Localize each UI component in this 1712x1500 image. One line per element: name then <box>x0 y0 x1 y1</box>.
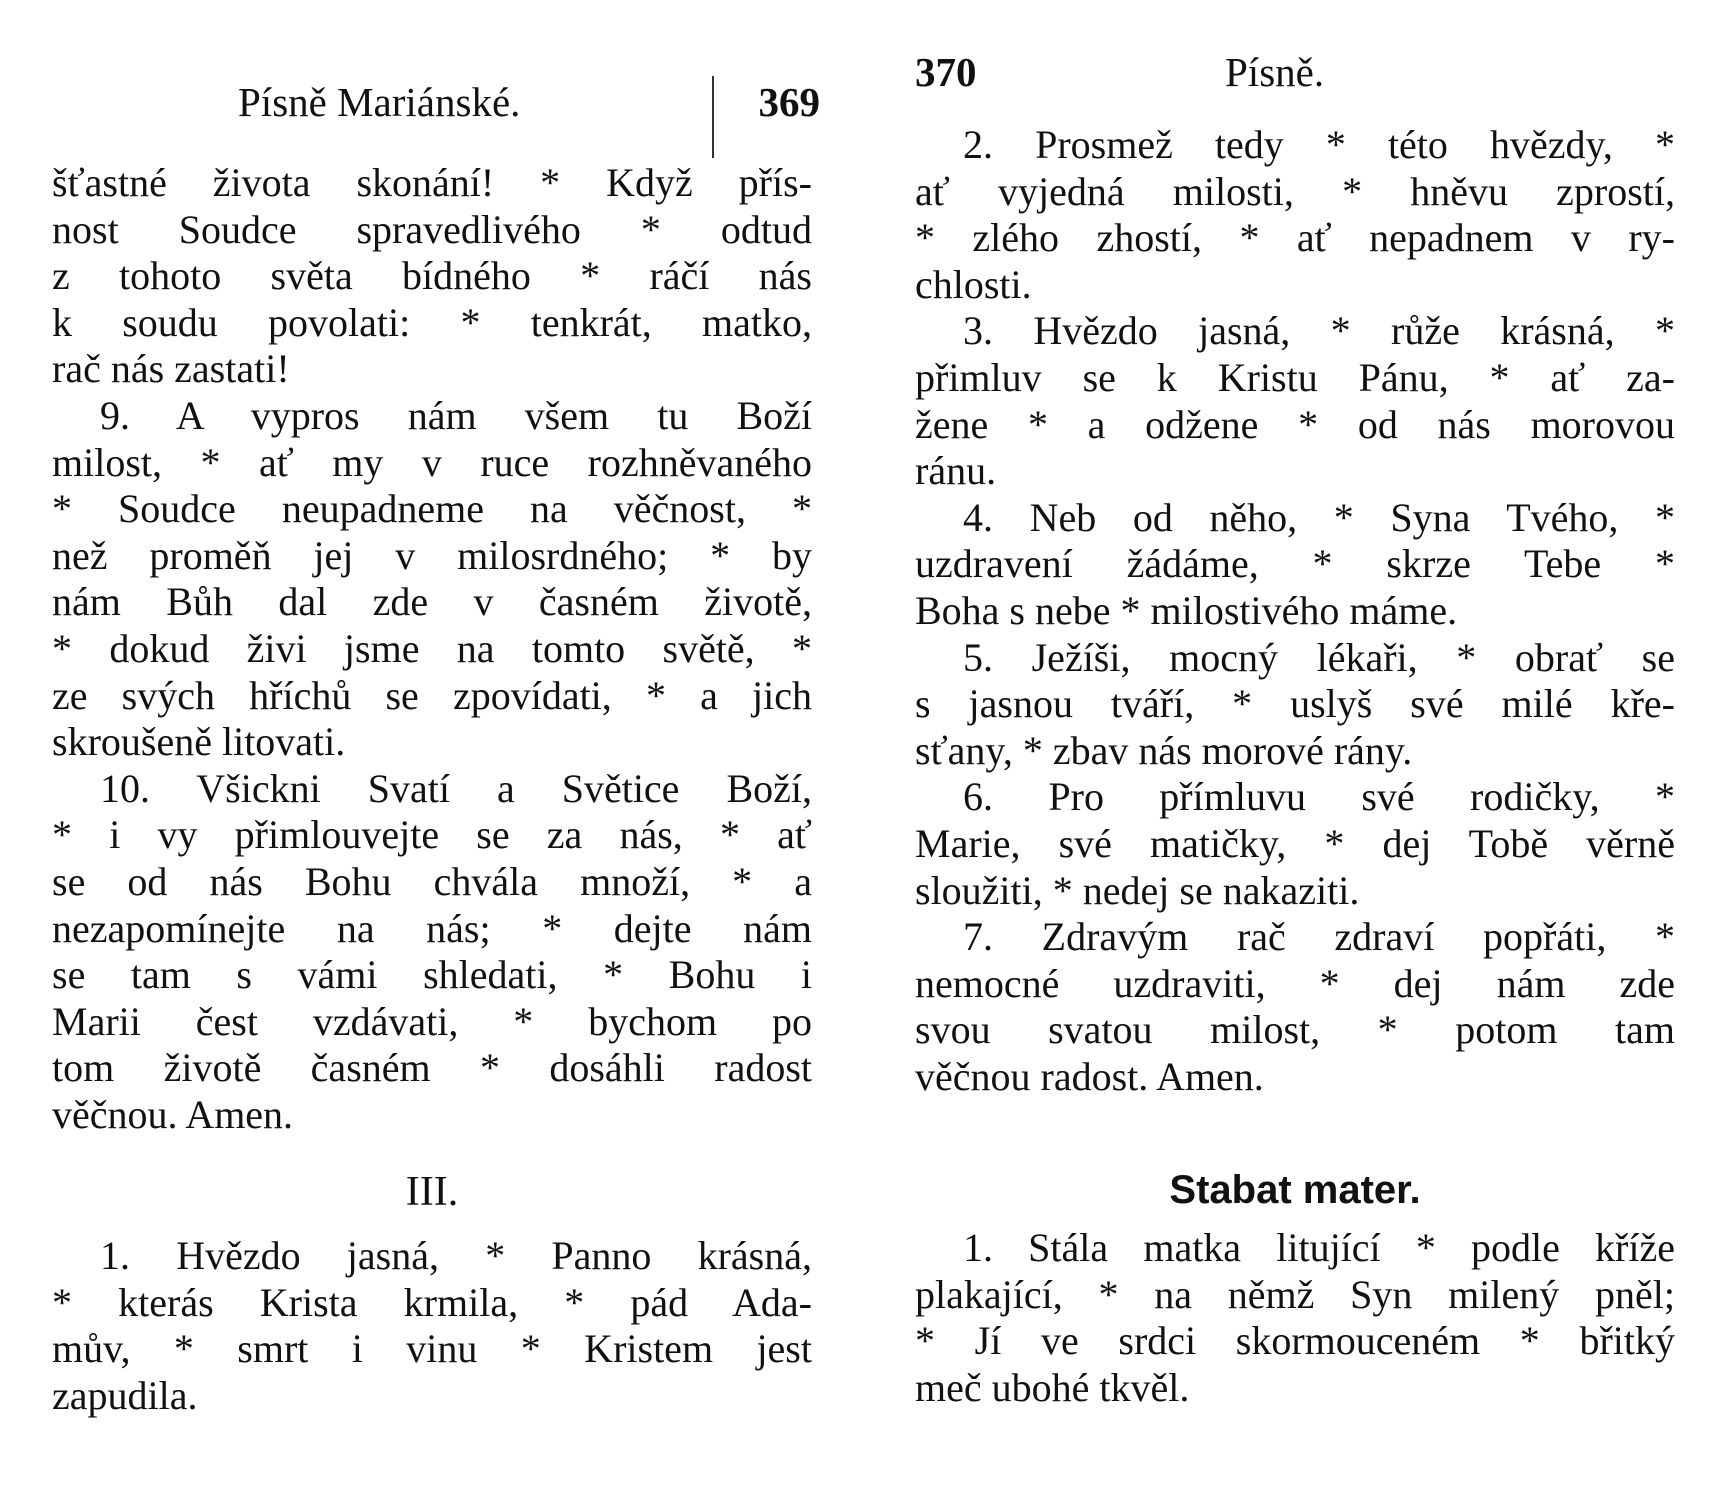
text-line: zapudila. <box>52 1372 198 1418</box>
text-line: sloužiti, * nedej se nakaziti. <box>915 867 1360 913</box>
text-line: Marie, své matičky, * dej Tobě věrně <box>915 820 1675 866</box>
text-line: sťany, * zbav nás morové rány. <box>915 727 1413 773</box>
right-verse-block <box>915 1225 1675 1411</box>
text-line: nost Soudce spravedlivého * odtud <box>52 206 812 252</box>
verse-start-line: 6. Pro přímluvu své rodičky, * <box>963 774 1675 820</box>
text-line: * Jí ve srdci skormouceném * břitký <box>915 1318 1675 1364</box>
verse-start-line: 10. Všickni Svatí a Světice Boží, <box>100 765 812 811</box>
text-line: se od nás Bohu chvála množí, * a <box>52 858 812 904</box>
text-line: * kterás Krista krmila, * pád Ada- <box>52 1279 812 1325</box>
verse-start-line: 2. Prosmež tedy * této hvězdy, * <box>963 122 1675 167</box>
text-line: nemocné uzdraviti, * dej nám zde <box>915 960 1675 1006</box>
text-line: z tohoto světa bídného * ráčí nás <box>52 253 812 299</box>
text-line: skroušeně litovati. <box>52 719 346 765</box>
section-heading: III. <box>405 1169 459 1215</box>
verse-start-line: 5. Ježíši, mocný lékaři, * obrať se <box>963 634 1675 680</box>
verse-start-line: 9. A vypros nám všem tu Boží <box>100 392 812 438</box>
left-page-header <box>52 72 820 132</box>
page-number: 369 <box>758 79 820 125</box>
page-number: 370 <box>915 49 977 95</box>
left-verse-block <box>52 1233 812 1419</box>
text-line: přimluv se k Kristu Pánu, * ať za- <box>915 354 1675 400</box>
text-line: * Soudce neupadneme na věčnost, * <box>52 486 812 532</box>
verse-start-line: 3. Hvězdo jasná, * růže krásná, * <box>963 308 1675 354</box>
text-line: * dokud živi jsme na tomto světě, * <box>52 625 812 671</box>
right-page-header <box>915 42 1675 102</box>
section-heading: Stabat mater. <box>1169 1168 1421 1212</box>
text-line: tom životě časném * dosáhli radost <box>52 1045 812 1091</box>
text-line: * i vy přimlouvejte se za nás, * ať <box>52 812 812 858</box>
text-line: se tam s vámi shledati, * Bohu i <box>52 952 812 998</box>
text-line: meč ubohé tkvěl. <box>915 1364 1190 1410</box>
text-line: než proměň jej v milosrdného; * by <box>52 532 812 578</box>
text-line: k soudu povolati: * tenkrát, matko, <box>52 299 812 345</box>
left-text-block <box>52 160 812 1138</box>
right-text-block <box>915 122 1675 1100</box>
text-line: Boha s nebe * milostivého máme. <box>915 587 1458 633</box>
header-rule <box>712 76 714 158</box>
text-line: plakající, * na němž Syn milený pněl; <box>915 1271 1675 1317</box>
running-title: Písně Mariánské. <box>238 79 521 125</box>
text-line: ze svých hříchů se zpovídati, * a jich <box>52 672 812 718</box>
left-page <box>52 0 820 1500</box>
verse-start-line: 7. Zdravým rač zdraví popřáti, * <box>963 914 1675 960</box>
text-line: nám Bůh dal zde v časném životě, <box>52 579 812 625</box>
text-line: ránu. <box>915 448 997 494</box>
text-line: uzdravení žádáme, * skrze Tebe * <box>915 541 1675 587</box>
text-line: Marii čest vzdávati, * bychom po <box>52 998 812 1044</box>
running-title: Písně. <box>1225 49 1325 95</box>
text-line: věčnou. Amen. <box>52 1091 294 1137</box>
text-line: milost, * ať my v ruce rozhněvaného <box>52 439 812 485</box>
text-line: šťastné života skonání! * Když přís- <box>52 160 812 205</box>
text-line: věčnou radost. Amen. <box>915 1053 1264 1099</box>
right-page <box>915 0 1675 1500</box>
verse-start-line: 1. Hvězdo jasná, * Panno krásná, <box>100 1233 812 1278</box>
text-line: nezapomínejte na nás; * dejte nám <box>52 905 812 951</box>
text-line: svou svatou milost, * potom tam <box>915 1007 1675 1053</box>
verse-start-line: 4. Neb od něho, * Syna Tvého, * <box>963 494 1675 540</box>
verse-start-line: 1. Stála matka litující * podle kříže <box>963 1225 1675 1270</box>
text-line: mův, * smrt i vinu * Kristem jest <box>52 1326 812 1372</box>
text-line: žene * a odžene * od nás morovou <box>915 401 1675 447</box>
text-line: ať vyjedná milosti, * hněvu zprostí, <box>915 168 1675 214</box>
text-line: s jasnou tváří, * uslyš své milé kře- <box>915 681 1675 727</box>
text-line: chlosti. <box>915 261 1032 307</box>
text-line: rač nás zastati! <box>52 346 290 392</box>
text-line: * zlého zhostí, * ať nepadnem v ry- <box>915 215 1675 261</box>
